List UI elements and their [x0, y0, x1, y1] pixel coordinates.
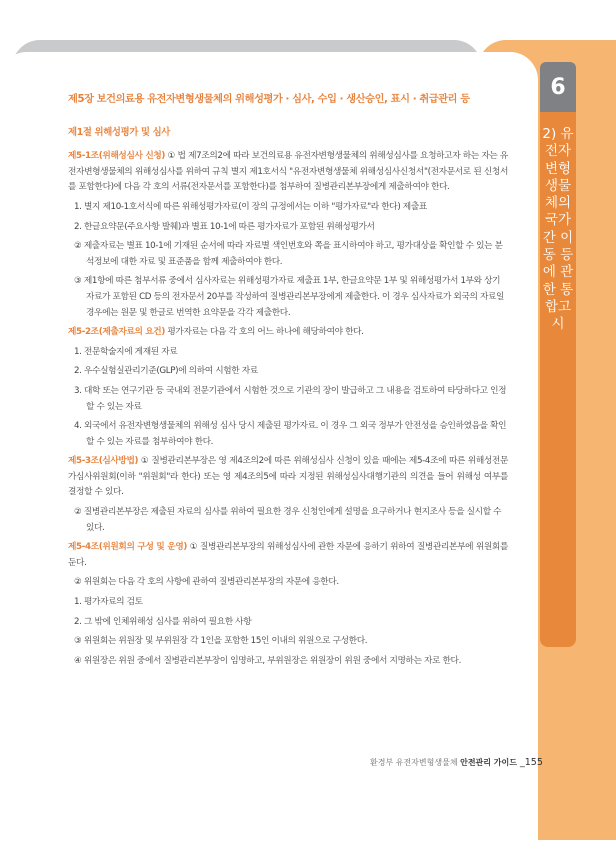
article-paragraph: [68, 454, 508, 501]
article-item: ③ 제1항에 따른 첨부서류 중에서 심사자료는 위해성평가자료 제출표 1부, 한글요약문 1부 및 위해성평가서 1부와 상기자료가 포함된 CD 등의 전자문서 20부를 작성하여 질병관리본부장에게 제출한다. 이 경우 심사자료가 외국의 자료일 경우에는 원문 및 한글로 번역한 요약문을 각각 제출한다.: [74, 276, 505, 318]
article-item: ② 위원회는 다음 각 호의 사항에 관하여 질병관리본부장의 자문에 응한다.: [74, 577, 339, 588]
footer-guide: 안전관리 가이드: [460, 758, 517, 767]
section-title: 제1절 위해성평가 및 심사: [68, 126, 170, 138]
page-footer: [370, 757, 543, 768]
article-item: ② 질병관리본부장은 제출된 자료의 심사를 위하여 필요한 경우 신청인에게 설명을 요구하거나 현지조사 등을 실시할 수 있다.: [74, 507, 502, 533]
article-item: 3. 대학 또는 연구기관 등 국내외 전문기관에서 시험한 것으로 기관의 장이 발급하고 그 내용을 검토하여 타당하다고 인정할 수 있는 자료: [74, 385, 507, 412]
chapter-number: 6: [550, 74, 566, 100]
article-intro: ① 질병관리본부장은 영 제4조의2에 따른 위해성심사 신청이 있을 때에는 제5-4조에 따른 위해성전문가심사위원회(이하 "위원회"라 한다) 또는 영 제4조의5에 따라 지정된 위해성심사대행기관의 의견을 들어 위해성 여부를 결정할 수 있다.: [68, 456, 508, 498]
article-heading: 제5-1조(위해성심사 신청): [68, 151, 166, 162]
article-item: ④ 위원장은 위원 중에서 질병관리본부장이 임명하고, 부위원장은 위원장이 위원 중에서 지명하는 자로 한다.: [74, 655, 462, 666]
article-heading: 제5-3조(심사방법): [68, 456, 139, 467]
article-item: 1. 전문학술지에 게재된 자료: [74, 346, 178, 357]
article-item: 2. 우수실험실관리기준(GLP)에 의하여 시험한 자료: [74, 366, 258, 377]
article-item: ② 제출자료는 별표 10-1에 기재된 순서에 따라 자료별 색인번호와 쪽을 표시하여야 하고, 평가대상을 확인할 수 있는 분석정보에 대한 자료 및 표준품을 함께 제출하여야 한다.: [74, 241, 503, 267]
article: [68, 149, 508, 321]
footer-org: 환경부 유전자변형생물체: [370, 758, 461, 767]
article-paragraph: [68, 325, 508, 341]
article-intro: 평가자료는 다음 각 호의 어느 하나에 해당하여야 한다.: [164, 327, 364, 338]
article-item: 4. 외국에서 유전자변형생물체의 위해성 심사 당시 제출된 평가자료. 이 경우 그 외국 정부가 안전성을 승인하였음을 확인할 수 있는 자료를 첨부하여야 한다.: [74, 421, 507, 447]
article-item: 1. 별지 제10-1호서식에 따른 위해성평가자료(이 장의 규정에서는 이하 "평가자료"라 한다) 제출표: [74, 201, 427, 212]
article: [68, 454, 508, 536]
article-intro: ① 법 제7조의2에 따라 보건의료용 유전자변형생물체의 위해성심사를 요청하고자 하는 자는 유전자변형생물체의 위해성심사를 위하여 규칙 별지 제1호서식 "유전자변형생물체 위해성심사신청서"(전자문서로 된 신청서를 포함한다)에 다음 각 호의 서류(전자문서를 포함한다)를 첨부하여 질병관리본부장에게 제출하여야 한다.: [68, 151, 508, 193]
article-heading: 제5-2조(제출자료의 요건): [68, 327, 165, 338]
main-content: [68, 92, 508, 673]
article-item: 2. 그 밖에 인체위해성 심사를 위하여 필요한 사항: [74, 616, 252, 627]
article-heading: 제5-4조(위원회의 구성 및 운영): [68, 542, 188, 553]
article-intro: ① 질병관리본부장의 위해성심사에 관한 자문에 응하기 위하여 질병관리본부에 위원회를 둔다.: [68, 542, 508, 568]
article-item: 1. 평가자료의 검토: [74, 597, 143, 608]
article: [68, 325, 508, 450]
article-item: ③ 위원회는 위원장 및 부위원장 각 1인을 포함한 15인 이내의 위원으로 구성한다.: [74, 636, 368, 647]
article-paragraph: [68, 149, 508, 196]
chapter-title: 제5장 보건의료용 유전자변형생물체의 위해성평가 · 심사, 수입 · 생산승인, 표시 · 취급관리 등: [68, 94, 470, 105]
article: [68, 540, 508, 669]
page-number: _155: [516, 757, 543, 768]
chapter-number-tab[interactable]: [540, 62, 576, 112]
article-paragraph: [68, 540, 508, 571]
side-title: 2) 유전자변형생물체의 국가간 이동 등에 관한 통합고시: [542, 126, 574, 333]
article-item: 2. 한글요약문(주요사항 발췌)과 별표 10-1에 따른 평가자료가 포함된 위해성평가서: [74, 221, 375, 232]
